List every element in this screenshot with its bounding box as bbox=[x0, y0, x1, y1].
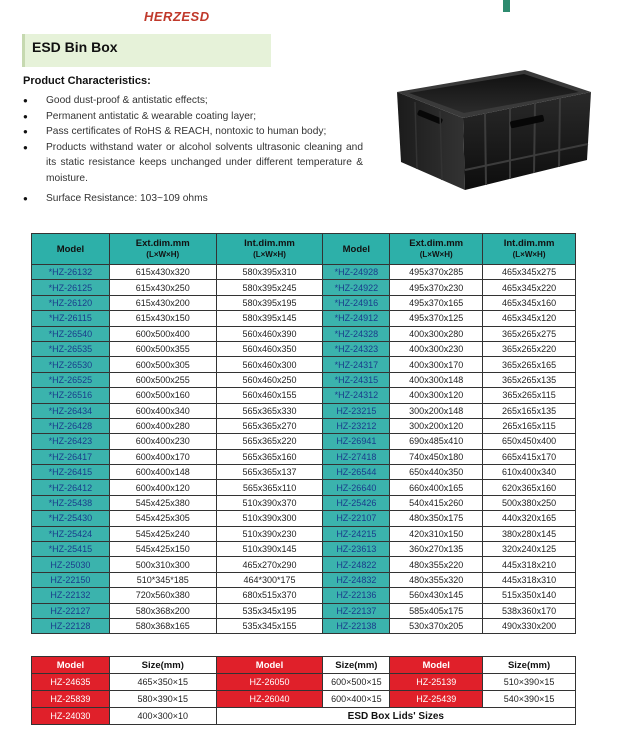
header-ext-label: Ext.dim.mm bbox=[409, 238, 464, 249]
model-cell: *HZ-26525 bbox=[32, 372, 110, 387]
table-row bbox=[32, 557, 576, 572]
model-cell: *HZ-24328 bbox=[323, 326, 390, 341]
ext-dim-cell: 600x500x255 bbox=[109, 372, 216, 387]
model-cell: *HZ-24928 bbox=[323, 265, 390, 280]
int-dim-cell: 465x345x160 bbox=[483, 295, 576, 310]
table-row bbox=[32, 388, 576, 403]
ext-dim-cell: 615x430x250 bbox=[109, 280, 216, 295]
model-cell: *HZ-24312 bbox=[323, 388, 390, 403]
ext-dim-cell: 720x560x380 bbox=[109, 588, 216, 603]
ext-dim-cell: 400x300x170 bbox=[390, 357, 483, 372]
int-dim-cell: 365x265x220 bbox=[483, 341, 576, 356]
model-cell: HZ-22107 bbox=[323, 511, 390, 526]
model-cell: *HZ-26530 bbox=[32, 357, 110, 372]
table-row bbox=[32, 418, 576, 433]
int-dim-cell: 560x460x155 bbox=[216, 388, 323, 403]
int-dim-cell: 515x350x140 bbox=[483, 588, 576, 603]
int-dim-cell: 650x450x400 bbox=[483, 434, 576, 449]
int-dim-cell: 538x360x170 bbox=[483, 603, 576, 618]
ext-dim-cell: 600x400x170 bbox=[109, 449, 216, 464]
int-dim-cell: 465x345x220 bbox=[483, 280, 576, 295]
int-dim-cell: 365x265x275 bbox=[483, 326, 576, 341]
ext-dim-cell: 600x400x280 bbox=[109, 418, 216, 433]
table-row bbox=[32, 618, 576, 633]
ext-dim-cell: 545x425x240 bbox=[109, 526, 216, 541]
model-cell: *HZ-24916 bbox=[323, 295, 390, 310]
lid-sizes-table bbox=[31, 656, 576, 725]
ext-dim-cell: 545x425x150 bbox=[109, 542, 216, 557]
model-cell: HZ-22150 bbox=[32, 572, 110, 587]
int-dim-cell: 510x390x370 bbox=[216, 495, 323, 510]
lid-model: HZ-25439 bbox=[390, 691, 483, 708]
model-cell: HZ-25030 bbox=[32, 557, 110, 572]
table-header-row bbox=[32, 234, 576, 265]
int-dim-cell: 610x400x340 bbox=[483, 465, 576, 480]
ext-dim-cell: 495x370x285 bbox=[390, 265, 483, 280]
table-row bbox=[32, 326, 576, 341]
int-dim-cell: 580x395x310 bbox=[216, 265, 323, 280]
int-dim-cell: 465x345x275 bbox=[483, 265, 576, 280]
table-row bbox=[32, 588, 576, 603]
model-cell: *HZ-25415 bbox=[32, 542, 110, 557]
lids-header-size: Size(mm) bbox=[323, 657, 390, 674]
lids-header-size: Size(mm) bbox=[109, 657, 216, 674]
lid-model: HZ-24030 bbox=[32, 708, 110, 725]
lids-header-model: Model bbox=[32, 657, 110, 674]
int-dim-cell: 565x365x110 bbox=[216, 480, 323, 495]
ext-dim-cell: 510*345*185 bbox=[109, 572, 216, 587]
header-int-label: Int.dim.mm bbox=[503, 238, 555, 249]
ext-dim-cell: 495x370x165 bbox=[390, 295, 483, 310]
model-cell: HZ-24822 bbox=[323, 557, 390, 572]
table-row bbox=[32, 403, 576, 418]
model-cell: *HZ-25424 bbox=[32, 526, 110, 541]
int-dim-cell: 320x240x125 bbox=[483, 542, 576, 557]
int-dim-cell: 665x415x170 bbox=[483, 449, 576, 464]
lid-size: 580×390×15 bbox=[109, 691, 216, 708]
model-cell: HZ-22136 bbox=[323, 588, 390, 603]
header-int-dim bbox=[483, 234, 576, 265]
ext-dim-cell: 600x500x305 bbox=[109, 357, 216, 372]
int-dim-cell: 565x365x270 bbox=[216, 418, 323, 433]
characteristics-heading: Product Characteristics: bbox=[23, 75, 151, 87]
ext-dim-cell: 480x355x320 bbox=[390, 572, 483, 587]
int-dim-cell: 510x390x145 bbox=[216, 542, 323, 557]
table-row bbox=[32, 542, 576, 557]
ext-dim-cell: 400x300x230 bbox=[390, 341, 483, 356]
lid-size: 465×350×15 bbox=[109, 674, 216, 691]
ext-dim-cell: 585x405x175 bbox=[390, 603, 483, 618]
ext-dim-cell: 650x440x350 bbox=[390, 465, 483, 480]
header-unit: (L×W×H) bbox=[146, 250, 180, 259]
ext-dim-cell: 600x500x160 bbox=[109, 388, 216, 403]
title-accent bbox=[22, 34, 25, 67]
table-row bbox=[32, 311, 576, 326]
table-row bbox=[32, 603, 576, 618]
int-dim-cell: 560x460x350 bbox=[216, 341, 323, 356]
ext-dim-cell: 615x430x150 bbox=[109, 311, 216, 326]
ext-dim-cell: 530x370x205 bbox=[390, 618, 483, 633]
page-title: ESD Bin Box bbox=[32, 39, 118, 55]
ext-dim-cell: 580x368x165 bbox=[109, 618, 216, 633]
model-cell: HZ-26941 bbox=[323, 434, 390, 449]
table-row bbox=[32, 295, 576, 310]
model-cell: HZ-24215 bbox=[323, 526, 390, 541]
lids-row bbox=[32, 708, 576, 725]
header-model: Model bbox=[32, 234, 110, 265]
model-cell: HZ-27418 bbox=[323, 449, 390, 464]
model-cell: HZ-22132 bbox=[32, 588, 110, 603]
model-cell: HZ-26640 bbox=[323, 480, 390, 495]
model-cell: *HZ-26423 bbox=[32, 434, 110, 449]
feature-item: ● Pass certificates of RoHS & REACH, nontoxic to human body; bbox=[23, 124, 363, 140]
header-ext-label: Ext.dim.mm bbox=[135, 238, 190, 249]
table-row bbox=[32, 465, 576, 480]
model-cell: HZ-25426 bbox=[323, 495, 390, 510]
ext-dim-cell: 560x430x145 bbox=[390, 588, 483, 603]
model-cell: *HZ-26540 bbox=[32, 326, 110, 341]
int-dim-cell: 565x365x137 bbox=[216, 465, 323, 480]
int-dim-cell: 560x460x250 bbox=[216, 372, 323, 387]
int-dim-cell: 365x265x135 bbox=[483, 372, 576, 387]
table-row bbox=[32, 480, 576, 495]
model-cell: *HZ-26120 bbox=[32, 295, 110, 310]
feature-item: ● Surface Resistance: 103~109 ohms bbox=[23, 191, 363, 207]
lids-row bbox=[32, 674, 576, 691]
model-cell: *HZ-24912 bbox=[323, 311, 390, 326]
model-cell: *HZ-26417 bbox=[32, 449, 110, 464]
lids-caption: ESD Box Lids' Sizes bbox=[216, 708, 575, 725]
model-cell: HZ-22137 bbox=[323, 603, 390, 618]
ext-dim-cell: 600x400x148 bbox=[109, 465, 216, 480]
model-cell: *HZ-26412 bbox=[32, 480, 110, 495]
int-dim-cell: 265x165x115 bbox=[483, 418, 576, 433]
feature-item: ● Permanent antistatic & wearable coating layer; bbox=[23, 109, 363, 125]
brand-logo: HERZESD bbox=[144, 9, 210, 24]
int-dim-cell: 440x320x165 bbox=[483, 511, 576, 526]
ext-dim-cell: 300x200x120 bbox=[390, 418, 483, 433]
model-cell: HZ-22128 bbox=[32, 618, 110, 633]
model-cell: *HZ-24323 bbox=[323, 341, 390, 356]
int-dim-cell: 535x345x155 bbox=[216, 618, 323, 633]
header-model: Model bbox=[323, 234, 390, 265]
model-cell: *HZ-26115 bbox=[32, 311, 110, 326]
header-int-dim bbox=[216, 234, 323, 265]
ext-dim-cell: 545x425x305 bbox=[109, 511, 216, 526]
lid-model: HZ-26040 bbox=[216, 691, 323, 708]
ext-dim-cell: 500x310x300 bbox=[109, 557, 216, 572]
lids-header-size: Size(mm) bbox=[483, 657, 576, 674]
ext-dim-cell: 400x300x280 bbox=[390, 326, 483, 341]
lid-model: HZ-24635 bbox=[32, 674, 110, 691]
ext-dim-cell: 480x350x175 bbox=[390, 511, 483, 526]
ext-dim-cell: 600x400x230 bbox=[109, 434, 216, 449]
model-cell: *HZ-26132 bbox=[32, 265, 110, 280]
int-dim-cell: 490x330x200 bbox=[483, 618, 576, 633]
lids-row bbox=[32, 691, 576, 708]
model-cell: HZ-23215 bbox=[323, 403, 390, 418]
int-dim-cell: 580x395x245 bbox=[216, 280, 323, 295]
header-int-label: Int.dim.mm bbox=[244, 238, 295, 249]
ext-dim-cell: 580x368x200 bbox=[109, 603, 216, 618]
int-dim-cell: 565x365x330 bbox=[216, 403, 323, 418]
ext-dim-cell: 300x200x148 bbox=[390, 403, 483, 418]
table-row bbox=[32, 280, 576, 295]
model-cell: *HZ-26434 bbox=[32, 403, 110, 418]
ext-dim-cell: 495x370x230 bbox=[390, 280, 483, 295]
table-row bbox=[32, 526, 576, 541]
int-dim-cell: 265x165x135 bbox=[483, 403, 576, 418]
lid-model: HZ-25139 bbox=[390, 674, 483, 691]
lid-size: 510×390×15 bbox=[483, 674, 576, 691]
ext-dim-cell: 540x415x260 bbox=[390, 495, 483, 510]
int-dim-cell: 445x318x310 bbox=[483, 572, 576, 587]
ext-dim-cell: 495x370x125 bbox=[390, 311, 483, 326]
corner-accent bbox=[503, 0, 510, 12]
model-cell: HZ-22127 bbox=[32, 603, 110, 618]
int-dim-cell: 680x515x370 bbox=[216, 588, 323, 603]
model-cell: *HZ-24315 bbox=[323, 372, 390, 387]
lid-size: 400×300×10 bbox=[109, 708, 216, 725]
model-cell: *HZ-26516 bbox=[32, 388, 110, 403]
lid-model: HZ-26050 bbox=[216, 674, 323, 691]
model-cell: *HZ-26125 bbox=[32, 280, 110, 295]
ext-dim-cell: 615x430x320 bbox=[109, 265, 216, 280]
ext-dim-cell: 360x270x135 bbox=[390, 542, 483, 557]
int-dim-cell: 465x345x120 bbox=[483, 311, 576, 326]
model-cell: HZ-24832 bbox=[323, 572, 390, 587]
ext-dim-cell: 660x400x165 bbox=[390, 480, 483, 495]
lids-header-model: Model bbox=[216, 657, 323, 674]
ext-dim-cell: 420x310x150 bbox=[390, 526, 483, 541]
int-dim-cell: 465x270x290 bbox=[216, 557, 323, 572]
int-dim-cell: 560x460x300 bbox=[216, 357, 323, 372]
model-cell: *HZ-25438 bbox=[32, 495, 110, 510]
feature-item: ● Products withstand water or alcohol solvents ultrasonic cleaning and its static resistance keeps unchanged under different temperature & moisture. bbox=[23, 140, 363, 187]
table-body bbox=[32, 265, 576, 634]
int-dim-cell: 365x265x115 bbox=[483, 388, 576, 403]
table-row bbox=[32, 434, 576, 449]
table-row bbox=[32, 495, 576, 510]
int-dim-cell: 620x365x160 bbox=[483, 480, 576, 495]
int-dim-cell: 500x380x250 bbox=[483, 495, 576, 510]
int-dim-cell: 535x345x195 bbox=[216, 603, 323, 618]
ext-dim-cell: 615x430x200 bbox=[109, 295, 216, 310]
lid-size: 600×400×15 bbox=[323, 691, 390, 708]
int-dim-cell: 445x318x210 bbox=[483, 557, 576, 572]
lid-model: HZ-25839 bbox=[32, 691, 110, 708]
int-dim-cell: 510x390x230 bbox=[216, 526, 323, 541]
ext-dim-cell: 600x400x340 bbox=[109, 403, 216, 418]
esd-bin-box-image bbox=[385, 52, 600, 202]
model-cell: *HZ-24922 bbox=[323, 280, 390, 295]
feature-list bbox=[23, 93, 363, 206]
model-cell: *HZ-26535 bbox=[32, 341, 110, 356]
table-row bbox=[32, 449, 576, 464]
table-row bbox=[32, 511, 576, 526]
header-unit: (L×W×H) bbox=[419, 250, 453, 259]
header-unit: (L×W×H) bbox=[253, 250, 286, 259]
ext-dim-cell: 740x450x180 bbox=[390, 449, 483, 464]
ext-dim-cell: 600x400x120 bbox=[109, 480, 216, 495]
table-row bbox=[32, 341, 576, 356]
model-cell: *HZ-26428 bbox=[32, 418, 110, 433]
int-dim-cell: 580x395x145 bbox=[216, 311, 323, 326]
ext-dim-cell: 400x300x120 bbox=[390, 388, 483, 403]
header-ext-dim bbox=[390, 234, 483, 265]
table-row bbox=[32, 357, 576, 372]
table-row bbox=[32, 572, 576, 587]
int-dim-cell: 560x460x390 bbox=[216, 326, 323, 341]
model-cell: *HZ-25430 bbox=[32, 511, 110, 526]
header-unit: (L×W×H) bbox=[512, 250, 546, 259]
model-cell: HZ-23212 bbox=[323, 418, 390, 433]
int-dim-cell: 565x365x220 bbox=[216, 434, 323, 449]
model-cell: HZ-26544 bbox=[323, 465, 390, 480]
int-dim-cell: 464*300*175 bbox=[216, 572, 323, 587]
ext-dim-cell: 600x500x355 bbox=[109, 341, 216, 356]
int-dim-cell: 565x365x160 bbox=[216, 449, 323, 464]
ext-dim-cell: 480x355x220 bbox=[390, 557, 483, 572]
int-dim-cell: 365x265x165 bbox=[483, 357, 576, 372]
lids-header-model: Model bbox=[390, 657, 483, 674]
lid-size: 600×500×15 bbox=[323, 674, 390, 691]
ext-dim-cell: 600x500x400 bbox=[109, 326, 216, 341]
ext-dim-cell: 400x300x148 bbox=[390, 372, 483, 387]
int-dim-cell: 580x395x195 bbox=[216, 295, 323, 310]
header-ext-dim bbox=[109, 234, 216, 265]
lids-body bbox=[32, 674, 576, 725]
model-cell: *HZ-26415 bbox=[32, 465, 110, 480]
table-row bbox=[32, 372, 576, 387]
ext-dim-cell: 545x425x380 bbox=[109, 495, 216, 510]
feature-item: ● Good dust-proof & antistatic effects; bbox=[23, 93, 363, 109]
int-dim-cell: 510x390x300 bbox=[216, 511, 323, 526]
ext-dim-cell: 690x485x410 bbox=[390, 434, 483, 449]
lid-size: 540×390×15 bbox=[483, 691, 576, 708]
bin-box-dimensions-table bbox=[31, 233, 576, 634]
model-cell: HZ-22138 bbox=[323, 618, 390, 633]
int-dim-cell: 380x280x145 bbox=[483, 526, 576, 541]
model-cell: HZ-23613 bbox=[323, 542, 390, 557]
lids-header-row bbox=[32, 657, 576, 674]
table-row bbox=[32, 265, 576, 280]
model-cell: *HZ-24317 bbox=[323, 357, 390, 372]
